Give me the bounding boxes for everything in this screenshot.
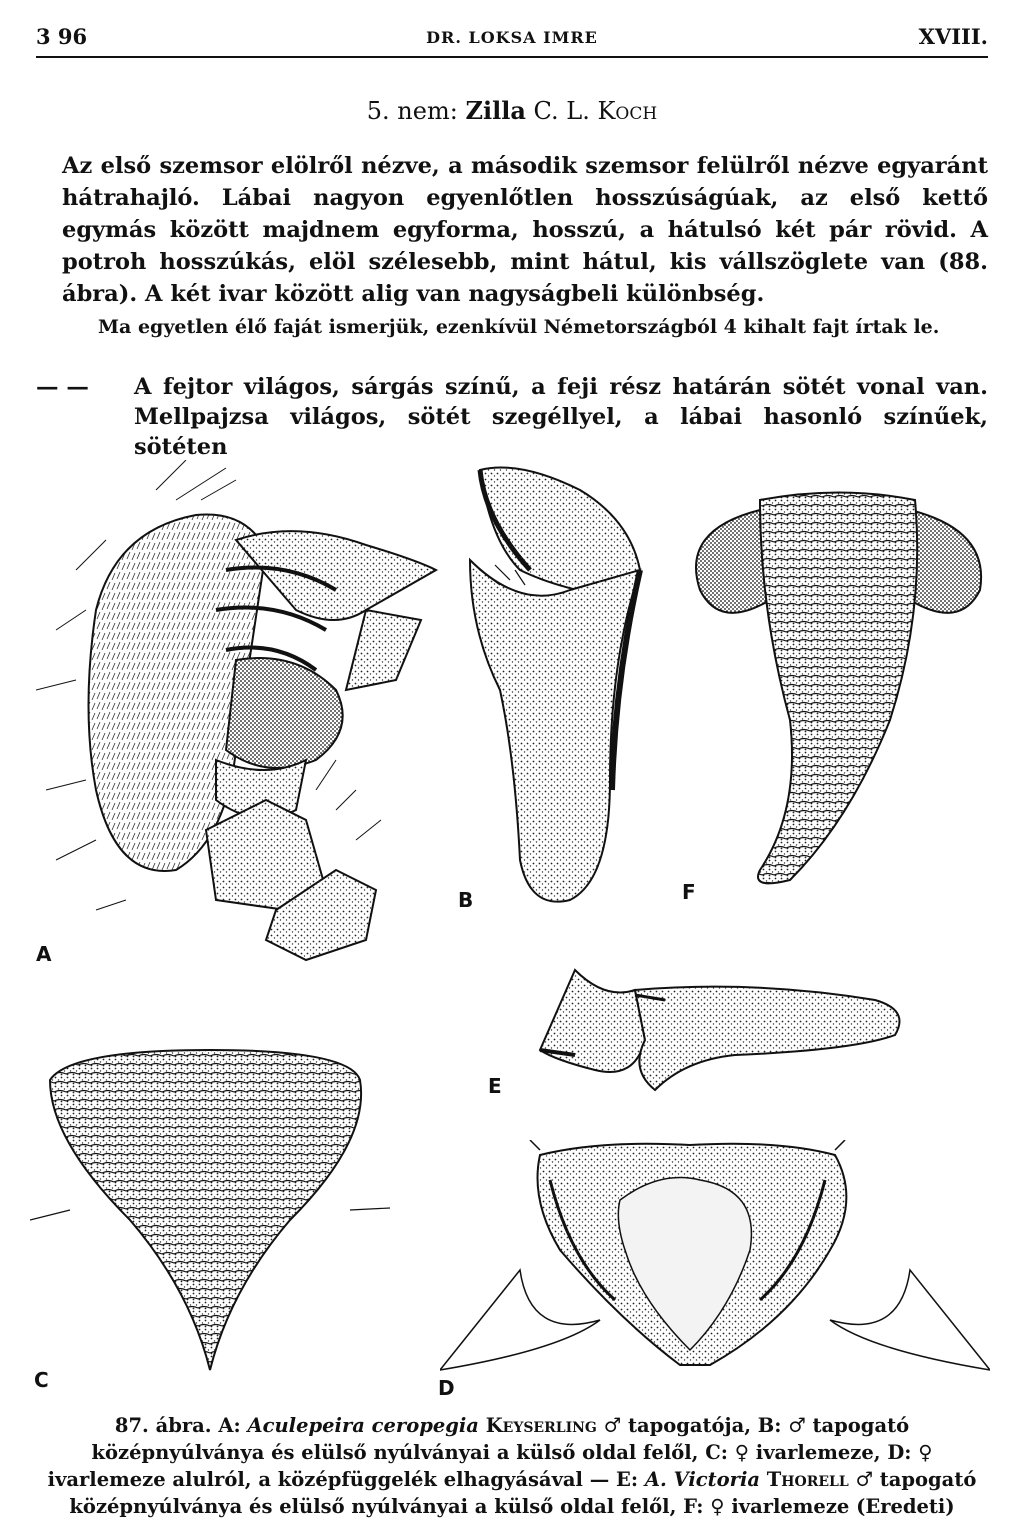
- figure-caption: [36, 1412, 988, 1520]
- title-prefix: 5. nem:: [366, 97, 458, 125]
- caption-species-a: Aculepeira ceropegia: [247, 1414, 479, 1437]
- figure-a-palp: [36, 460, 456, 990]
- caption-part-2: ♂ tapogatója, B: ♂ tapogató középnyúlványa és elülső nyúlványai a külső oldal felől, C: ♀ ivarlemeze, D: ♀ ivarlemeze alulról, a középfüggelék elhagyásával — E:: [47, 1414, 933, 1491]
- figure-d-epigyne: [440, 1140, 990, 1380]
- figure-label-a: A: [36, 942, 52, 966]
- figure-b-median-apophysis: [460, 460, 660, 920]
- title-initials: C. L.: [533, 97, 590, 125]
- figure-label-c: C: [34, 1368, 49, 1392]
- figure-label-e: E: [488, 1074, 502, 1098]
- chapter-number: XVIII.: [918, 24, 988, 49]
- key-text: A fejtor világos, sárgás színű, a feji rész határán sötét vonal van. Mellpajzsa világos, sötét szegéllyel, a lábai hasonló színűek, sötéten: [134, 374, 988, 460]
- figure-e-median-apophysis: [535, 960, 915, 1100]
- figure-f-epigyne: [690, 490, 990, 910]
- caption-author-a: Keyserling: [478, 1414, 597, 1437]
- caption-part-3: ♂ tapogató középnyúlványa és elülső nyúlványai a külső oldal felől, F: ♀ ivarlemeze (Eredeti): [69, 1468, 977, 1518]
- caption-species-e: A. Victoria: [644, 1468, 760, 1491]
- species-note: Ma egyetlen élő faját ismerjük, ezenkívül Németországból 4 kihalt fajt írtak le.: [98, 316, 940, 338]
- section-title: [0, 96, 1024, 125]
- figure-label-b: B: [458, 888, 474, 912]
- figure-label-d: D: [438, 1376, 455, 1400]
- running-author: DR. LOKSA IMRE: [426, 28, 598, 47]
- page-number: 3 96: [36, 24, 88, 49]
- description-paragraph: Az első szemsor elölről nézve, a második szemsor felülről nézve egyaránt hátrahajló. Lábai nagyon egyenlőtlen hosszúságúak, az első kettő egymás között majdnem egyforma, hosszú, a hátulsó két pár rövid. A potroh hosszúkás, elöl szélesebb, mint hátul, kis vállszöglete van (88. ábra). A két ivar között alig van nagyságbeli különbség.: [62, 153, 988, 307]
- figure-c-epigyne: [30, 1040, 390, 1390]
- title-author: Koch: [597, 97, 658, 125]
- key-dash: — —: [36, 374, 89, 400]
- genus-name: Zilla: [465, 96, 526, 125]
- running-header: [36, 22, 988, 58]
- caption-part-1: 87. ábra. A:: [114, 1414, 248, 1437]
- caption-author-e: Thorell: [759, 1468, 849, 1491]
- figure-label-f: F: [682, 880, 696, 904]
